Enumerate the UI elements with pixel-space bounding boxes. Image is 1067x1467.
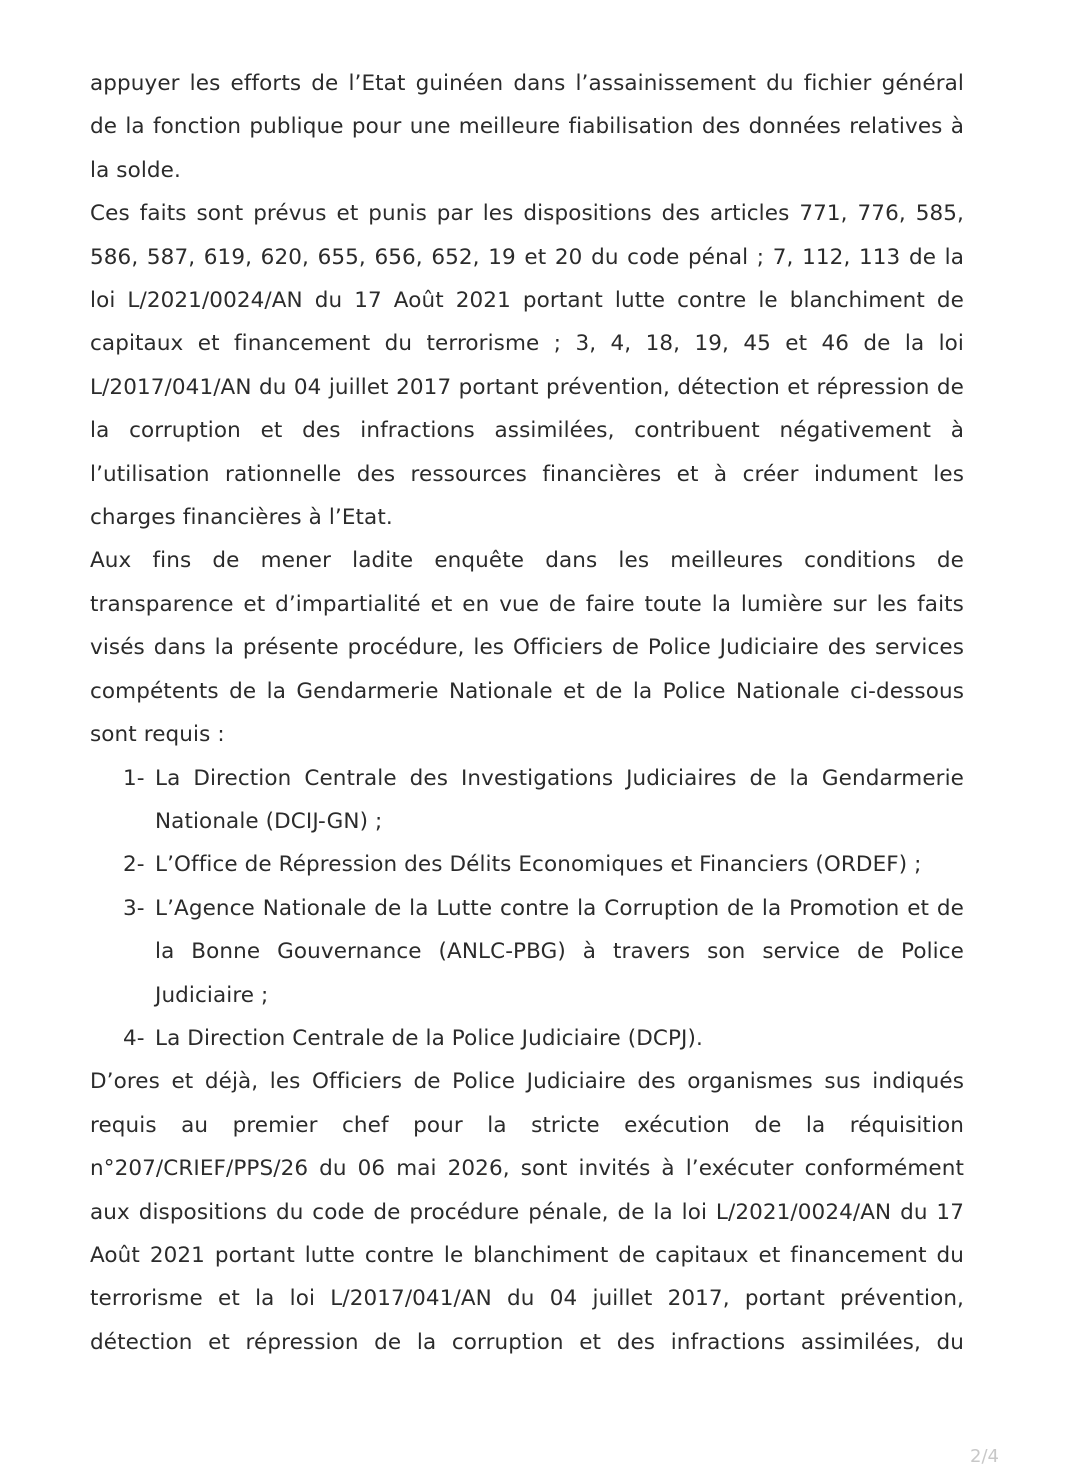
list-item-number: 4- xyxy=(123,1025,145,1051)
requisitioned-services-list xyxy=(90,757,964,1061)
list-item xyxy=(90,887,964,1017)
list-item xyxy=(90,757,964,844)
list-item xyxy=(90,1017,964,1060)
list-item-number: 3- xyxy=(123,895,145,921)
list-item-number: 1- xyxy=(123,765,145,791)
list-item-text: L’Office de Répression des Délits Economiques et Financiers (ORDEF) ; xyxy=(155,852,922,878)
paragraph-requisition-intro: Aux fins de mener ladite enquête dans les meilleures conditions de transparence et d’impartialité et en vue de faire toute la lumière sur les faits visés dans la présente procédure, les Officiers de Police Judiciaire des services compétents de la Gendarmerie Nationale et de la Police Nationale ci-dessous sont requis : xyxy=(90,548,964,748)
list-item-number: 2- xyxy=(123,852,145,878)
list-item xyxy=(90,843,964,886)
list-item-text: La Direction Centrale de la Police Judiciaire (DCPJ). xyxy=(155,1025,703,1051)
paragraph-closing: D’ores et déjà, les Officiers de Police Judiciaire des organismes sus indiqués requis au premier chef pour la stricte exécution de la réquisition n°207/CRIEF/PPS/26 du 06 mai 2026, sont invités à l’exécuter conformément aux dispositions du code de procédure pénale, de la loi L/2021/0024/AN du 17 Août 2021 portant lutte contre le blanchiment de capitaux et financement du terrorisme et la loi L/2017/041/AN du 04 juillet 2017, portant prévention, détection et répression de la corruption et des infractions assimilées, du xyxy=(90,1069,964,1355)
list-item-text: L’Agence Nationale de la Lutte contre la Corruption de la Promotion et de la Bonne Gouvernance (ANLC-PBG) à travers son service de Police Judiciaire ; xyxy=(155,895,964,1008)
page-number: 2/4 xyxy=(970,1446,999,1467)
document-body xyxy=(90,62,964,1364)
paragraph-solde: appuyer les efforts de l’Etat guinéen dans l’assainissement du fichier général de la fonction publique pour une meilleure fiabilisation des données relatives à la solde. xyxy=(90,71,964,183)
paragraph-legal-provisions: Ces faits sont prévus et punis par les dispositions des articles 771, 776, 585, 586, 587, 619, 620, 655, 656, 652, 19 et 20 du code pénal ; 7, 112, 113 de la loi L/2021/0024/AN du 17 Août 2021 portant lutte contre le blanchiment de capitaux et financement du terrorisme ; 3, 4, 18, 19, 45 et 46 de la loi L/2017/041/AN du 04 juillet 2017 portant prévention, détection et répression de la corruption et des infractions assimilées, contribuent négativement à l’utilisation rationnelle des ressources financières et à créer indument les charges financières à l’Etat. xyxy=(90,201,964,531)
list-item-text: La Direction Centrale des Investigations Judiciaires de la Gendarmerie Nationale (DCIJ-GN) ; xyxy=(155,765,964,834)
